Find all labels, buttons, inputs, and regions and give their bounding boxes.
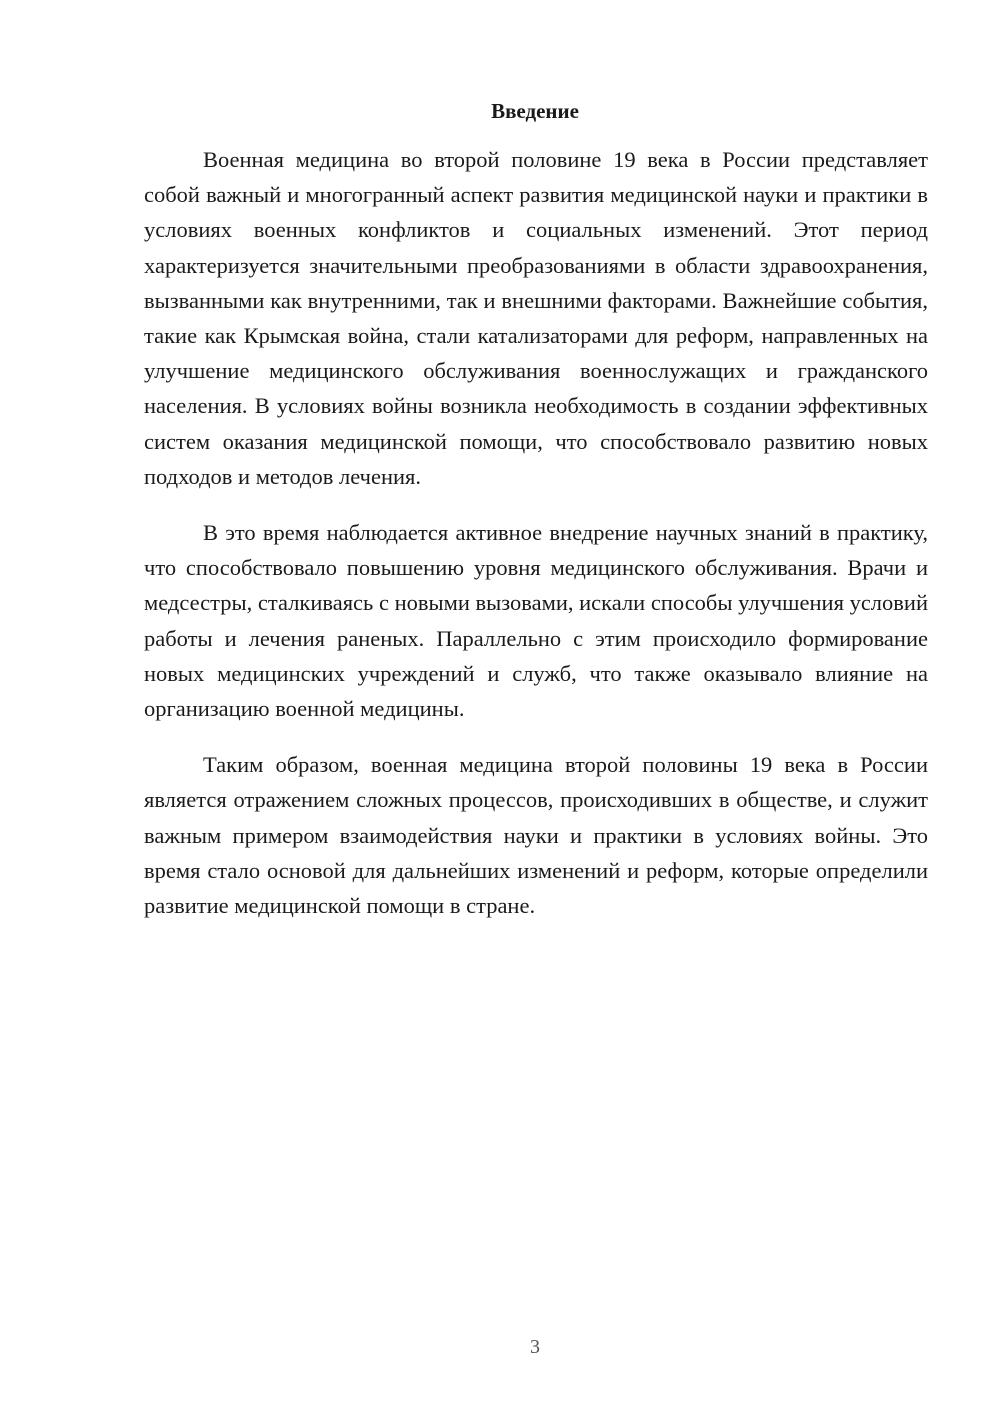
paragraph-1: Военная медицина во второй половине 19 века в России представляет собой важный и многогранный аспект развития медицинской науки и практики в условиях военных конфликтов и социальных изменений. Этот период характеризуется значительными преобразованиями в области здравоохранения, вызванными как внутренними, так и внешними факторами. Важнейшие события, такие как Крымская война, стали катализаторами для реформ, направленных на улучшение медицинского обслуживания военнослужащих и гражданского населения. В условиях войны возникла необходимость в создании эффективных систем оказания медицинской помощи, что способствовало развитию новых подходов и методов лечения. [144, 147, 928, 489]
paragraph-2: В это время наблюдается активное внедрение научных знаний в практику, что способствовало повышению уровня медицинского обслуживания. Врачи и медсестры, сталкиваясь с новыми вызовами, искали способы улучшения условий работы и лечения раненых. Параллельно с этим происходило формирование новых медицинских учреждений и служб, что также оказывало влияние на организацию военной медицины. [144, 520, 928, 722]
paragraph-3: Таким образом, военная медицина второй половины 19 века в России является отражением сложных процессов, происходивших в обществе, и служит важным примером взаимодействия науки и практики в условиях войны. Это время стало основой для дальнейших изменений и реформ, которые определили развитие медицинской помощи в стране. [144, 752, 928, 919]
page-title: Введение [491, 99, 579, 123]
page-number: 3 [530, 1336, 540, 1358]
body-text [144, 142, 928, 944]
